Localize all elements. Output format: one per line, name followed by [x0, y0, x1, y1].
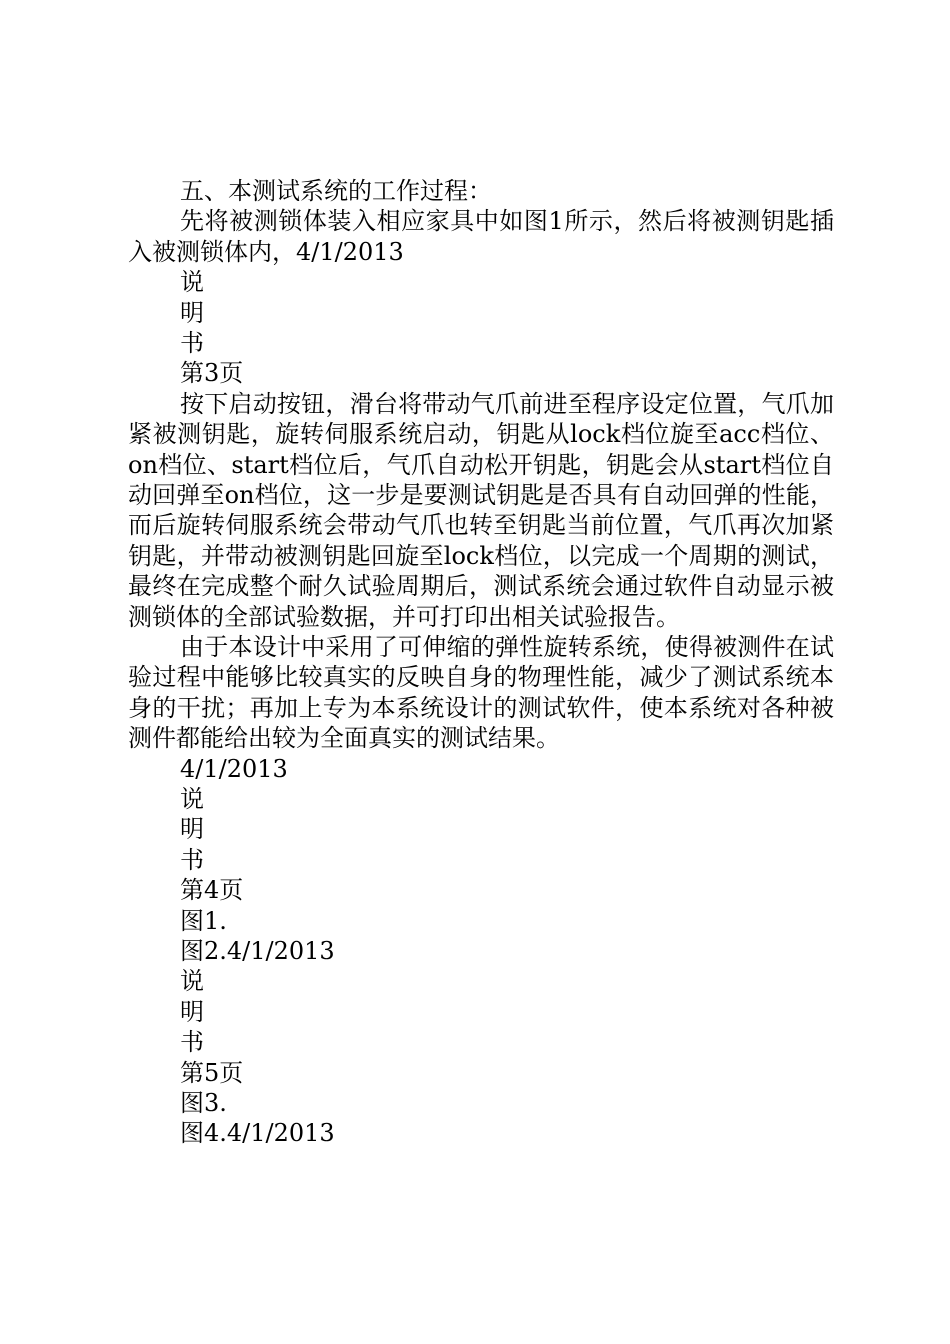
page-number: 第5页: [180, 1058, 244, 1087]
section-heading: 五、本测试系统的工作过程：: [180, 177, 492, 205]
page-number: 第4页: [180, 876, 244, 905]
footer-char-ming: 明: [180, 997, 204, 1026]
footer-char-shuo: 说: [180, 967, 204, 996]
footer-char-shu: 书: [180, 1028, 204, 1057]
footer-char-ming: 明: [180, 298, 204, 327]
footer-char-ming: 明: [180, 815, 204, 844]
figure-caption: 图1.: [180, 906, 227, 935]
footer-char-shu: 书: [180, 845, 204, 874]
page-number: 第3页: [180, 359, 244, 388]
date-line: 4/1/2013: [180, 754, 288, 783]
footer-char-shu: 书: [180, 328, 204, 357]
paragraph-design: 由于本设计中采用了可伸缩的弹性旋转系统，使得被测件在试验过程中能够比较真实的反映自身的物理性能，减少了测试系统本身的干扰；再加上专为本系统设计的测试软件，使本系统对各种被测件都能给出较为全面真实的测试结果。: [128, 633, 834, 753]
paragraph-intro: 先将被测锁体装入相应家具中如图1所示，然后将被测钥匙插入被测锁体内，4/1/2013: [128, 207, 834, 266]
footer-char-shuo: 说: [180, 268, 204, 297]
figure-caption: 图4.4/1/2013: [180, 1119, 335, 1148]
document-body: [128, 176, 834, 1149]
figure-caption: 图2.4/1/2013: [180, 936, 335, 965]
footer-char-shuo: 说: [180, 785, 204, 814]
figure-caption: 图3.: [180, 1088, 227, 1117]
paragraph-process: 按下启动按钮，滑台将带动气爪前进至程序设定位置，气爪加紧被测钥匙，旋转伺服系统启动，钥匙从lock档位旋至acc档位、on档位、start档位后，气爪自动松开钥匙，钥匙会从start档位自动回弹至on档位，这一步是要测试钥匙是否具有自动回弹的性能，而后旋转伺服系统会带动气爪也转至钥匙当前位置，气爪再次加紧钥匙，并带动被测钥匙回旋至lock档位，以完成一个周期的测试，最终在完成整个耐久试验周期后，测试系统会通过软件自动显示被测锁体的全部试验数据，并可打印出相关试验报告。: [128, 389, 834, 631]
